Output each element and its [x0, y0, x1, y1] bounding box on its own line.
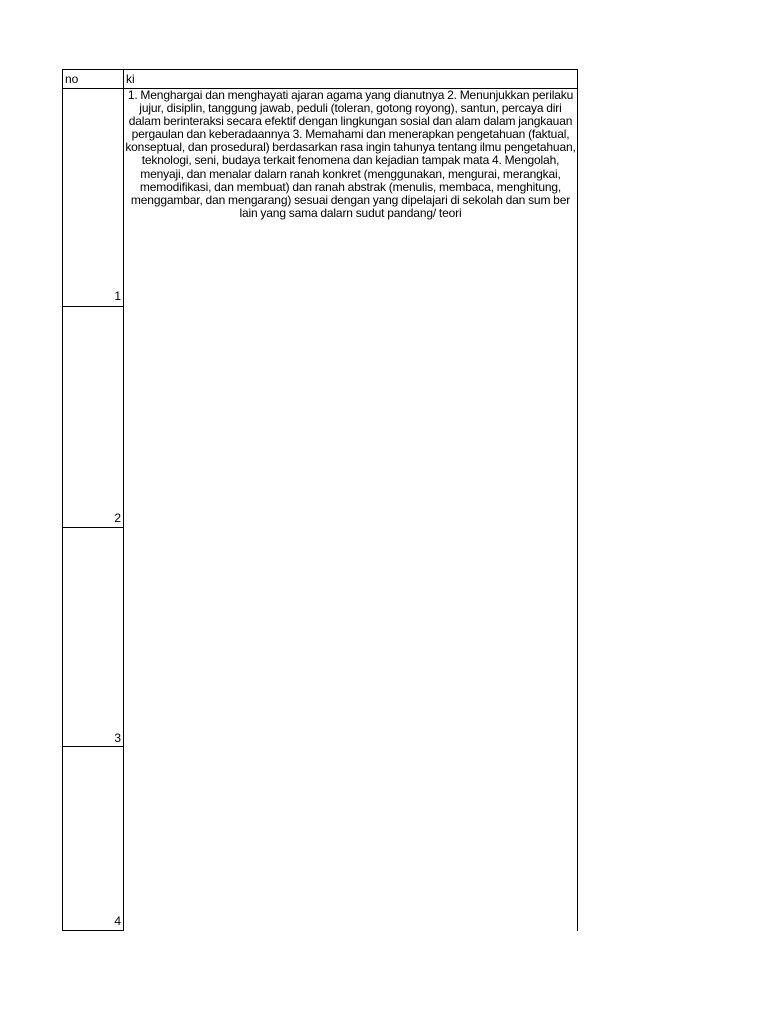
row-number-4: 4: [114, 914, 121, 928]
row-number-2: 2: [114, 511, 121, 525]
row-number-1: 1: [114, 289, 121, 303]
table-border-left: [62, 69, 63, 931]
header-no: no: [65, 72, 79, 86]
row-divider-4: [62, 930, 124, 931]
row-divider-3: [62, 746, 124, 747]
ki-table: [62, 69, 578, 931]
table-border-top: [62, 69, 578, 70]
row-divider-2: [62, 527, 124, 528]
row-number-3: 3: [114, 731, 121, 745]
row-divider-1: [62, 306, 124, 307]
ki-cell-text: 1. Menghargai dan menghayati ajaran agama yang dianutnya 2. Menunjukkan perilaku jujur, disiplin, tanggung jawab, peduli (toleran, gotong royong), santun, percaya diri dalam berinteraksi secara efektif dengan lingkungan sosial dan alam dalam jangkauan pergaulan dan keberadaannya 3. Memahami dan menerapkan pengetahuan (faktual, konseptual, dan prosedural) berdasarkan rasa ingin tahunya tentang ilmu pengetahuan, teknologi, seni, budaya terkait fenomena dan kejadian tampak mata 4. Mengolah, menyaji, dan menalar dalarn ranah konkret (menggunakan, mengurai, merangkai, memodifikasi, dan membuat) dan ranah abstrak (menulis, membaca, menghitung, menggambar, dan mengarang) sesuai dengan yang dipelajari di sekolah dan sum ber lain yang sama dalarn sudut pandang/ teori: [125, 88, 576, 220]
header-ki: ki: [126, 72, 135, 86]
column-divider: [123, 69, 124, 931]
table-border-right: [577, 69, 578, 931]
